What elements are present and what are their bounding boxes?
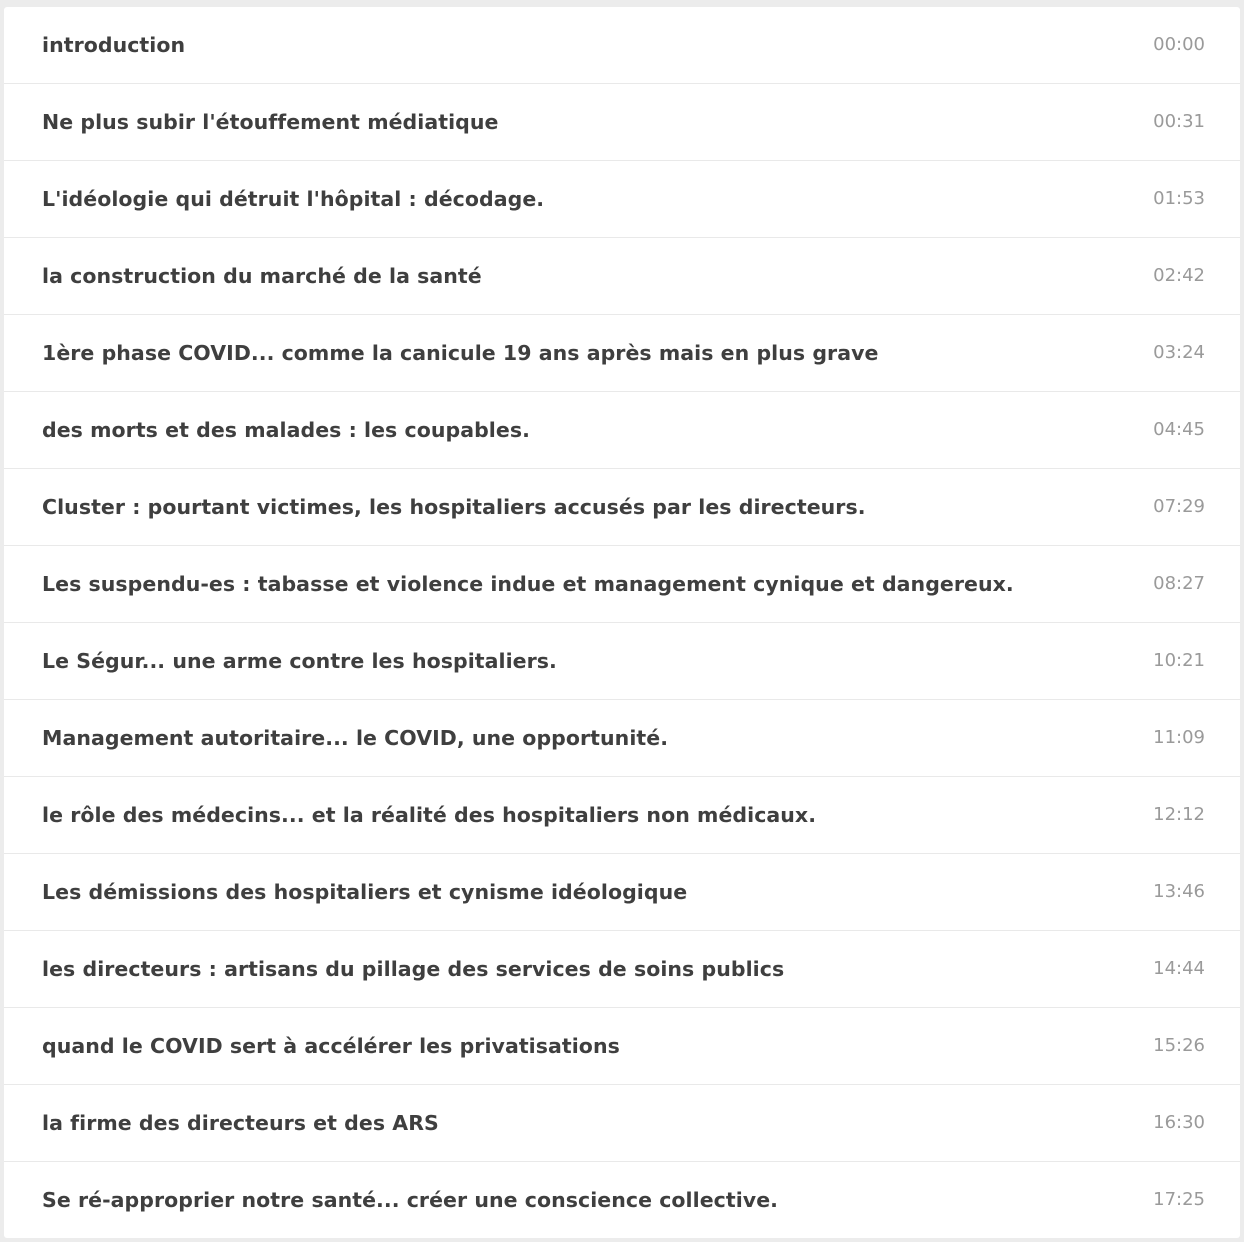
chapter-title: la firme des directeurs et des ARS <box>42 1111 439 1135</box>
chapter-title: Les démissions des hospitaliers et cynisme idéologique <box>42 880 688 904</box>
chapter-list <box>4 7 1240 1238</box>
chapter-timestamp: 16:30 <box>1153 1112 1205 1133</box>
chapter-row[interactable] <box>4 315 1240 392</box>
chapter-row[interactable] <box>4 546 1240 623</box>
chapter-row[interactable] <box>4 1008 1240 1085</box>
chapter-timestamp: 07:29 <box>1153 496 1205 517</box>
chapter-row[interactable] <box>4 392 1240 469</box>
chapter-title: 1ère phase COVID... comme la canicule 19 ans après mais en plus grave <box>42 341 879 365</box>
chapter-timestamp: 17:25 <box>1153 1189 1205 1210</box>
chapter-title: les directeurs : artisans du pillage des services de soins publics <box>42 957 785 981</box>
chapter-title: Management autoritaire... le COVID, une opportunité. <box>42 726 669 750</box>
chapter-timestamp: 13:46 <box>1153 881 1205 902</box>
chapter-title: L'idéologie qui détruit l'hôpital : décodage. <box>42 187 545 211</box>
chapter-title: quand le COVID sert à accélérer les privatisations <box>42 1034 620 1058</box>
chapter-timestamp: 08:27 <box>1153 573 1205 594</box>
chapter-timestamp: 00:00 <box>1153 34 1205 55</box>
chapter-timestamp: 02:42 <box>1153 265 1205 286</box>
chapter-row[interactable] <box>4 854 1240 931</box>
chapter-row[interactable] <box>4 469 1240 546</box>
chapter-row[interactable] <box>4 7 1240 84</box>
chapter-row[interactable] <box>4 700 1240 777</box>
chapter-timestamp: 12:12 <box>1153 804 1205 825</box>
chapter-timestamp: 15:26 <box>1153 1035 1205 1056</box>
chapter-timestamp: 01:53 <box>1153 188 1205 209</box>
chapter-title: Cluster : pourtant victimes, les hospitaliers accusés par les directeurs. <box>42 495 866 519</box>
chapter-title: des morts et des malades : les coupables. <box>42 418 530 442</box>
chapter-timestamp: 03:24 <box>1153 342 1205 363</box>
chapter-timestamp: 04:45 <box>1153 419 1205 440</box>
chapter-title: Se ré-approprier notre santé... créer une conscience collective. <box>42 1188 778 1212</box>
chapter-row[interactable] <box>4 1162 1240 1238</box>
chapter-row[interactable] <box>4 161 1240 238</box>
chapter-title: la construction du marché de la santé <box>42 264 482 288</box>
chapter-row[interactable] <box>4 623 1240 700</box>
chapter-title: Le Ségur... une arme contre les hospitaliers. <box>42 649 557 673</box>
chapter-title: introduction <box>42 33 186 57</box>
chapter-title: Ne plus subir l'étouffement médiatique <box>42 110 499 134</box>
chapter-row[interactable] <box>4 1085 1240 1162</box>
chapter-row[interactable] <box>4 931 1240 1008</box>
chapter-row[interactable] <box>4 777 1240 854</box>
chapter-row[interactable] <box>4 84 1240 161</box>
chapter-title: Les suspendu-es : tabasse et violence indue et management cynique et dangereux. <box>42 572 1014 596</box>
chapter-title: le rôle des médecins... et la réalité des hospitaliers non médicaux. <box>42 803 817 827</box>
chapter-row[interactable] <box>4 238 1240 315</box>
chapter-timestamp: 00:31 <box>1153 111 1205 132</box>
chapter-timestamp: 11:09 <box>1153 727 1205 748</box>
chapter-timestamp: 10:21 <box>1153 650 1205 671</box>
chapter-timestamp: 14:44 <box>1153 958 1205 979</box>
